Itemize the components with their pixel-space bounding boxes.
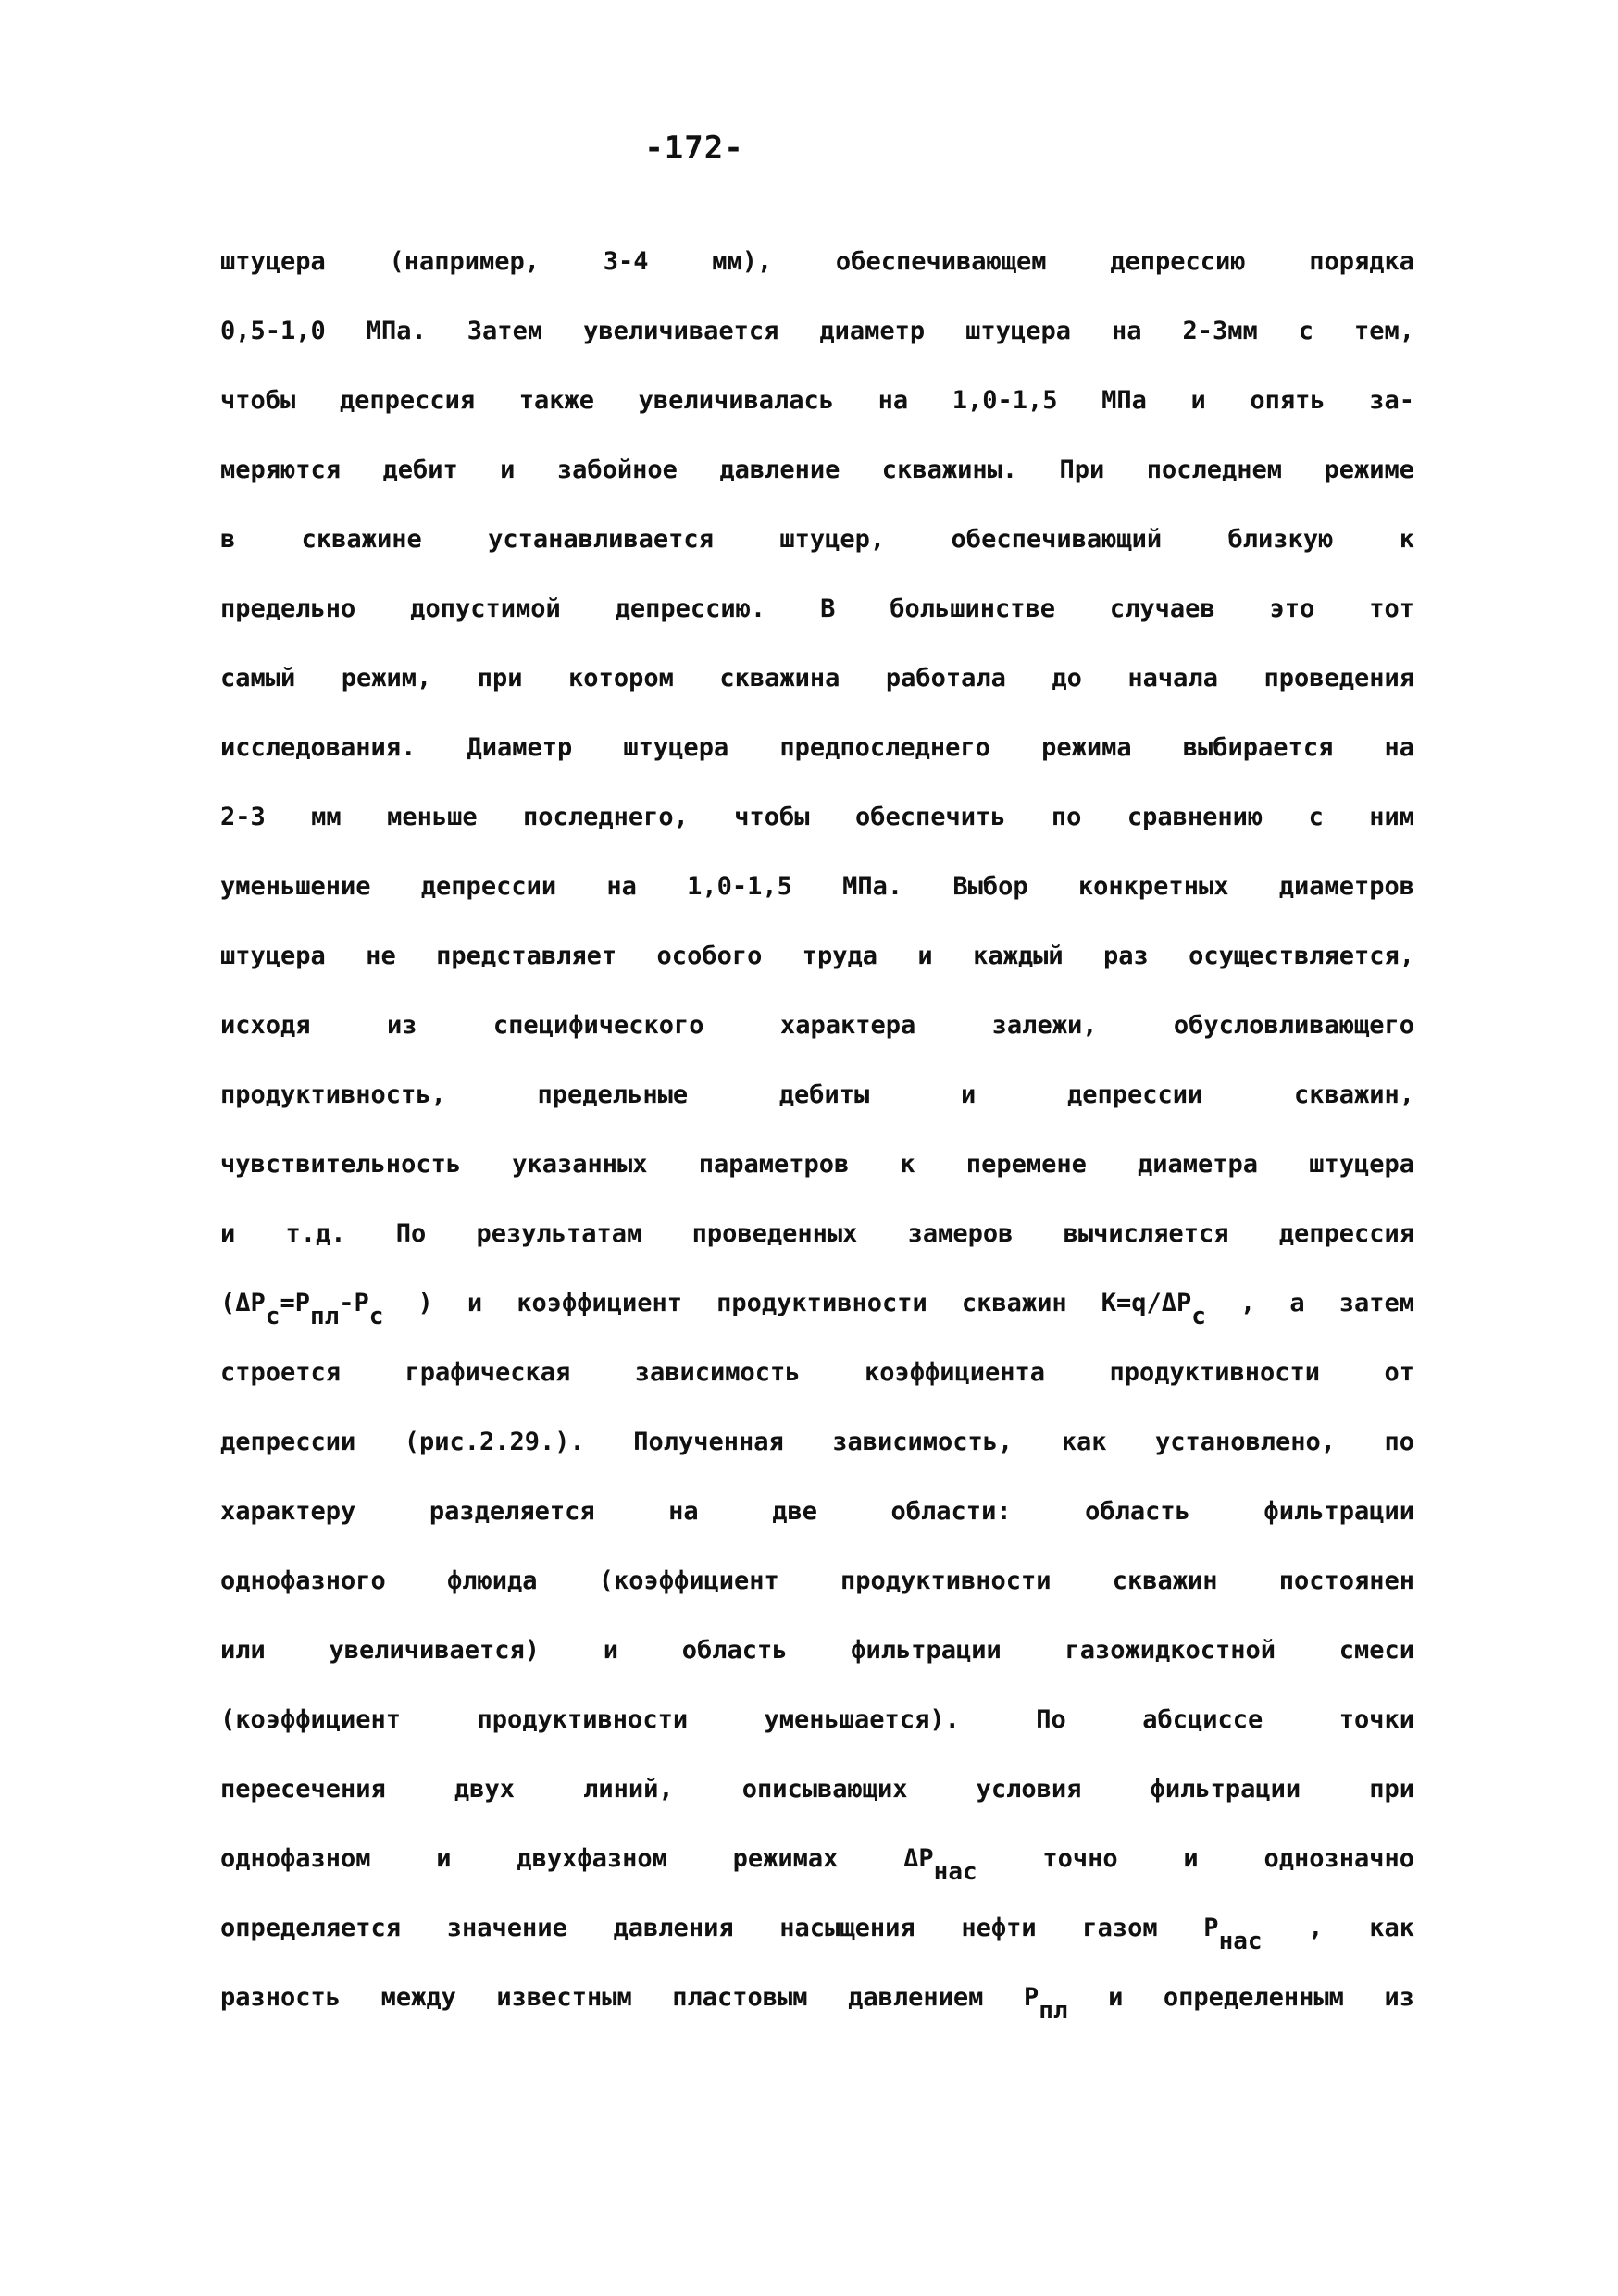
formula-text-end: , а затем <box>1240 1289 1414 1317</box>
text-line: (коэффициент продуктивности уменьшается). По абсциссе точки <box>220 1705 1414 1734</box>
formula-sub-c: с <box>368 1303 384 1330</box>
formula-open: (ΔP <box>220 1289 266 1317</box>
text-line: чтобы депрессия также увеличивалась на 1,0-1,5 МПа и опять за- <box>220 386 1414 415</box>
text-line: исходя из специфического характера залежи, обусловливающего <box>220 1011 1414 1040</box>
text-line-p-nas <box>220 1905 1414 1975</box>
formula-sub-pl: пл <box>309 1303 340 1330</box>
subscript-nas: нас <box>1218 1928 1263 1955</box>
text-line: штуцера не представляет особого труда и каждый раз осуществляется, <box>220 942 1414 970</box>
text-line-delta-p-nas <box>220 1836 1414 1905</box>
text-line: меряются дебит и забойное давление скважины. При последнем режиме <box>220 455 1414 484</box>
text-line: однофазного флюида (коэффициент продуктивности скважин постоянен <box>220 1566 1414 1595</box>
subscript-pl: пл <box>1039 1997 1068 2025</box>
body-text <box>220 239 1414 2044</box>
text-line: штуцера (например, 3-4 мм), обеспечивающем депрессию порядка <box>220 247 1414 276</box>
text-line: 2-3 мм меньше последнего, чтобы обеспечить по сравнению с ним <box>220 803 1414 831</box>
text-segment: точно и однозначно <box>1042 1844 1414 1873</box>
text-segment: определяется значение давления насыщения нефти газом P <box>220 1914 1219 1942</box>
text-line: продуктивность, предельные дебиты и депрессии скважин, <box>220 1080 1414 1109</box>
text-line: строется графическая зависимость коэффициента продуктивности от <box>220 1358 1414 1387</box>
formula-sub-c: с <box>1191 1303 1206 1330</box>
text-line: предельно допустимой депрессию. В большинстве случаев это тот <box>220 594 1414 623</box>
text-line: или увеличивается) и область фильтрации газожидкостной смеси <box>220 1636 1414 1665</box>
text-line: исследования. Диаметр штуцера предпоследнего режима выбирается на <box>220 733 1414 762</box>
text-line: чувствительность указанных параметров к перемене диаметра штуцера <box>220 1150 1414 1179</box>
subscript-nas: нас <box>933 1858 977 1886</box>
formula-sub-c: с <box>265 1303 280 1330</box>
text-segment: и определенным из <box>1108 1983 1414 2012</box>
text-line: в скважине устанавливается штуцер, обеспечивающий близкую к <box>220 525 1414 554</box>
text-segment: разность между известным пластовым давлением P <box>220 1983 1039 2012</box>
formula-text-mid: ) и коэффициент продуктивности скважин K=q/ΔP <box>417 1289 1192 1317</box>
formula-line <box>220 1280 1414 1350</box>
text-line: и т.д. По результатам проведенных замеров вычисляется депрессия <box>220 1219 1414 1248</box>
page-number: -172- <box>644 130 744 167</box>
text-line: 0,5-1,0 МПа. Затем увеличивается диаметр штуцера на 2-3мм с тем, <box>220 317 1414 345</box>
formula-eq: =P <box>280 1289 310 1317</box>
text-segment: однофазном и двухфазном режимах ΔP <box>220 1844 934 1873</box>
text-line: характеру разделяется на две области: область фильтрации <box>220 1497 1414 1526</box>
text-line-p-pl <box>220 1975 1414 2044</box>
text-segment: , как <box>1308 1914 1414 1942</box>
text-line: депрессии (рис.2.29.). Полученная зависимость, как установлено, по <box>220 1428 1414 1456</box>
formula-minus: -P <box>339 1289 369 1317</box>
text-line: пересечения двух линий, описывающих условия фильтрации при <box>220 1775 1414 1803</box>
text-line: самый режим, при котором скважина работала до начала проведения <box>220 664 1414 693</box>
text-line: уменьшение депрессии на 1,0-1,5 МПа. Выбор конкретных диаметров <box>220 872 1414 901</box>
